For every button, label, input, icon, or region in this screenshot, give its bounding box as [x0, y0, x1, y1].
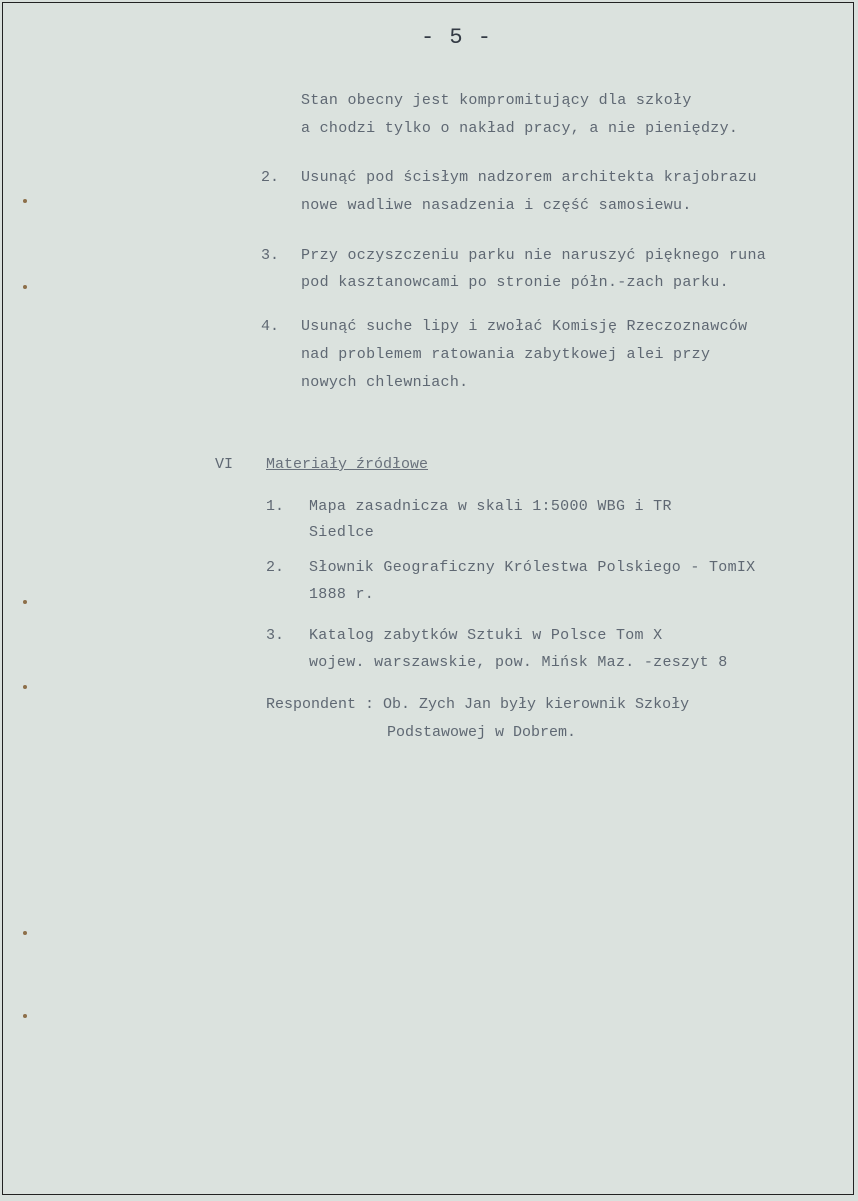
document-page — [2, 2, 854, 1195]
intro-line-2: a chodzi tylko o nakład pracy, a nie pieniędzy. — [301, 120, 739, 137]
source-1-number: 1. — [266, 498, 285, 515]
item-2-line-2: nowe wadliwe nasadzenia i część samosiewu. — [301, 197, 692, 214]
respondent-line-2: Podstawowej w Dobrem. — [387, 724, 577, 741]
source-2-line-1: Słownik Geograficzny Królestwa Polskiego - TomIX — [309, 559, 756, 576]
section-numeral: VI — [215, 456, 234, 473]
binding-hole-mark — [23, 931, 27, 935]
item-3-line-1: Przy oczyszczeniu parku nie naruszyć pięknego runa — [301, 247, 767, 264]
source-3-line-2: wojew. warszawskie, pow. Mińsk Maz. -zeszyt 8 — [309, 654, 728, 671]
item-4-line-3: nowych chlewniach. — [301, 374, 469, 391]
item-4-line-2: nad problemem ratowania zabytkowej alei przy — [301, 346, 711, 363]
item-4-line-1: Usunąć suche lipy i zwołać Komisję Rzeczoznawców — [301, 318, 748, 335]
source-2-number: 2. — [266, 559, 285, 576]
item-4-number: 4. — [261, 318, 280, 335]
item-3-line-2: pod kasztanowcami po stronie półn.-zach parku. — [301, 274, 729, 291]
binding-hole-mark — [23, 285, 27, 289]
item-2-line-1: Usunąć pod ścisłym nadzorem architekta krajobrazu — [301, 169, 757, 186]
source-1-line-1: Mapa zasadnicza w skali 1:5000 WBG i TR — [309, 498, 672, 515]
binding-hole-mark — [23, 199, 27, 203]
source-3-line-1: Katalog zabytków Sztuki w Polsce Tom X — [309, 627, 663, 644]
binding-hole-mark — [23, 1014, 27, 1018]
page-number: - 5 - — [421, 25, 493, 50]
source-2-line-2: 1888 r. — [309, 586, 375, 603]
source-3-number: 3. — [266, 627, 285, 644]
binding-hole-mark — [23, 600, 27, 604]
item-3-number: 3. — [261, 247, 280, 264]
intro-line-1: Stan obecny jest kompromitujący dla szkoły — [301, 92, 692, 109]
respondent-line-1: Respondent : Ob. Zych Jan były kierownik Szkoły — [266, 696, 690, 713]
binding-hole-mark — [23, 685, 27, 689]
source-1-line-2: Siedlce — [309, 524, 375, 541]
item-2-number: 2. — [261, 169, 280, 186]
section-title: Materiały źródłowe — [266, 456, 429, 473]
